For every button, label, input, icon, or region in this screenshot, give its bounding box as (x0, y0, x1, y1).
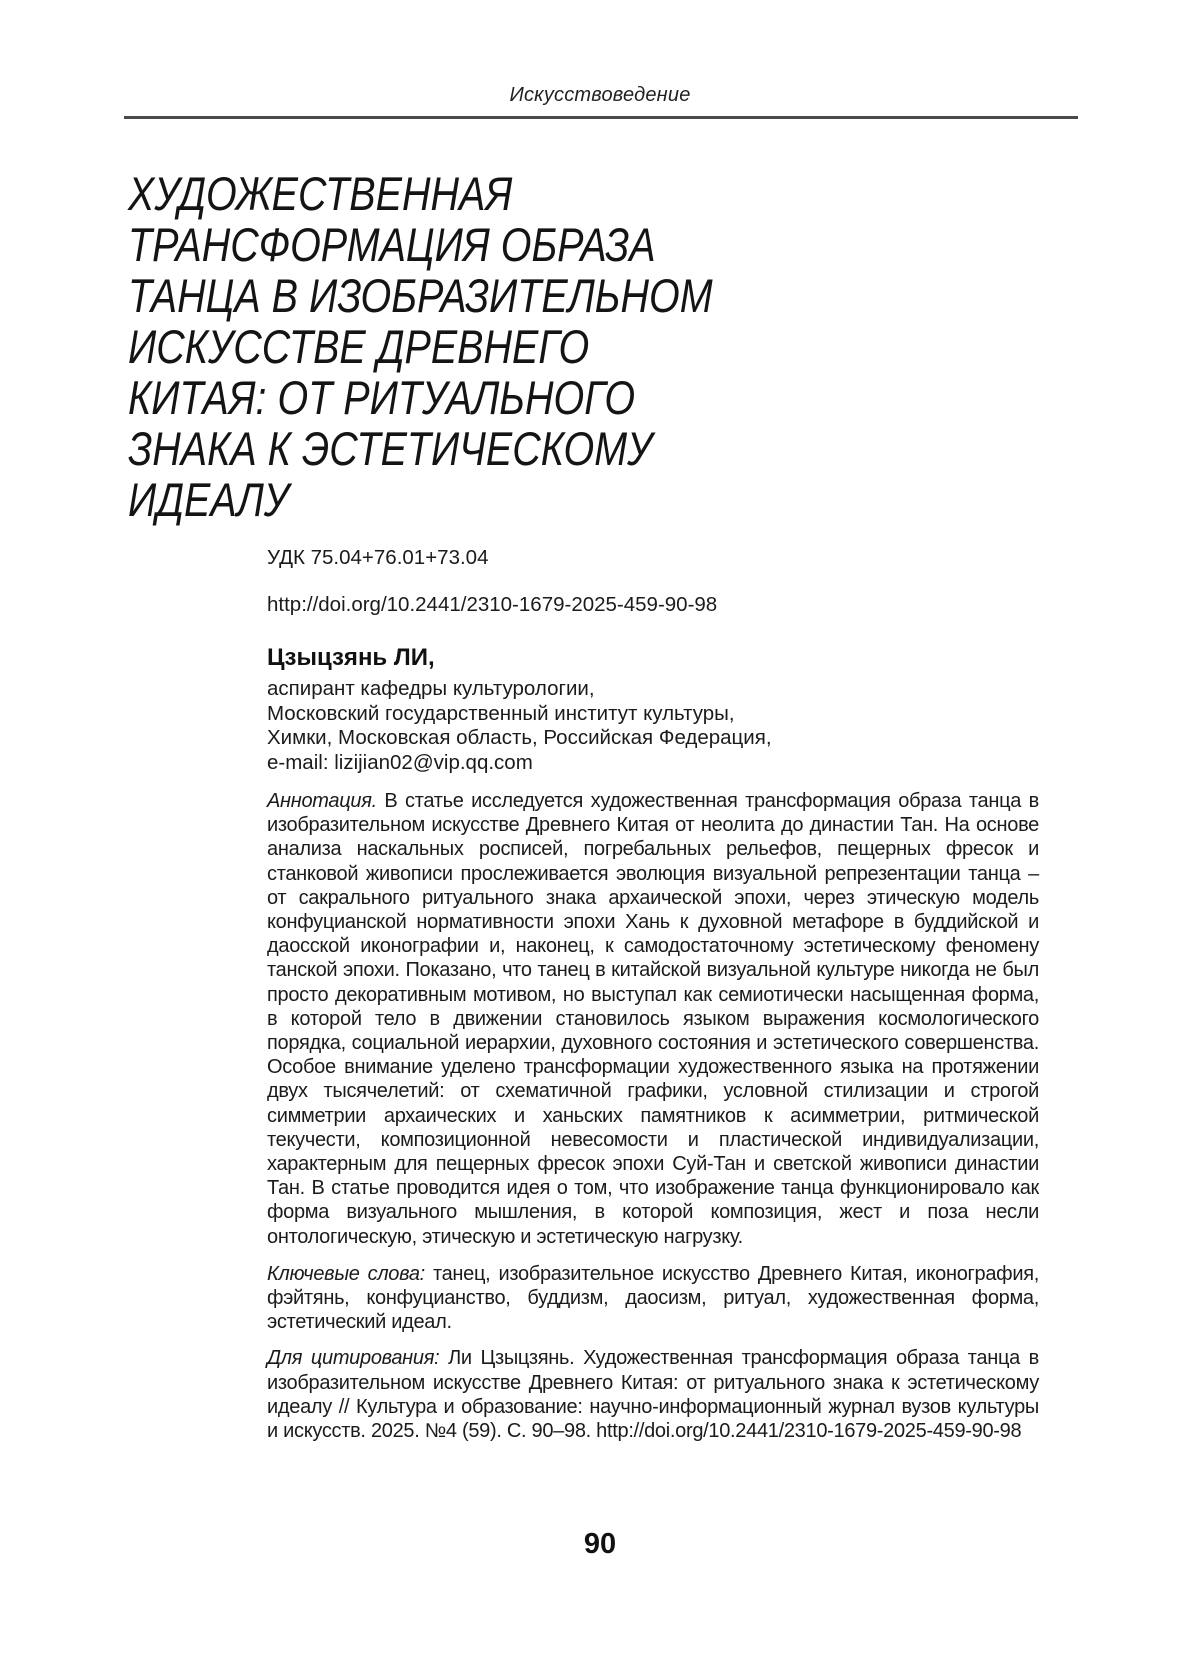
author-name: Цзыцзянь ЛИ, (267, 644, 435, 671)
keywords-label: Ключевые слова: (267, 1262, 425, 1285)
article-title-line: КИТАЯ: ОТ РИТУАЛЬНОГО (128, 371, 636, 424)
abstract-label: Аннотация. (267, 790, 377, 812)
abstract-text: В статье исследуется художественная трансформация образа танца в изобразительном искусстве Древнего Китая от неолита до династии Тан. На основе анализа наскальных росписей, погребальных рельефов, пещерных фресок и станковой живописи прослеживается эволюция визуальной репрезентации танца – от сакрального ритуального знака архаической эпохи, через этическую модель конфуцианской нормативности эпохи Хань к духовной метафоре в буддийской и даосской иконографии и, наконец, к самодостаточному эстетическому феномену танской эпохи. Показано, что танец в китайской визуальной культуре никогда не был просто декоративным мотивом, но выступал как семиотически насыщенная форма, в которой тело в движении становилось языком выражения космологического порядка, социальной иерархии, духовного состояния и эстетического совершенства. Особое внимание уделено трансформации художественного языка на протяжении двух тысячелетий: от схематичной графики, условной стилизации и строгой симметрии архаических и ханьских памятников к асимметрии, ритмической текучести, композиционной невесомости и пластической индивидуализации, характерным для пещерных фресок эпохи Суй-Тан и светской живописи династии Тан. В статье проводится идея о том, что изображение танца функционировало как форма визуального мышления, в которой композиция, жест и поза несли онтологическую, этическую и эстетическую нагрузку. (267, 790, 1039, 1248)
article-title-line: ИДЕАЛУ (128, 473, 290, 526)
author-affiliation-line: Химки, Московская область, Российская Федерация, (267, 726, 772, 749)
keywords-text: танец, изобразительное искусство Древнего Китая, иконография, фэйтянь, конфуцианство, буддизм, даосизм, ритуал, художественная форма, эстетический идеал. (267, 1262, 1039, 1334)
author-affiliation-line: Московский государственный институт культуры, (267, 701, 735, 725)
article-title (128, 168, 713, 525)
udc-number: УДК 75.04+76.01+73.04 (267, 546, 489, 569)
article-meta-column (267, 546, 1039, 1443)
abstract-paragraph (267, 789, 1039, 1249)
doi-text: http://doi.org/10.2441/2310-1679-2025-459-90-98 (267, 593, 718, 616)
author-email-line: e-mail: lizijian02@vip.qq.com (267, 750, 533, 774)
section-heading: Искусствоведение (509, 84, 691, 106)
citation-paragraph (267, 1346, 1039, 1443)
citation-text: Ли Цзыцзянь. Художественная трансформация образа танца в изобразительном искусстве Древнего Китая: от ритуального знака к эстетическому идеалу // Культура и образование: научно-информационный журнал вузов культуры и искусств. 2025. №4 (59). С. 90–98. http://doi.org/10.2441/2310-1679-2025-459-90-98 (267, 1347, 1039, 1443)
article-title-line: ХУДОЖЕСТВЕННАЯ (128, 167, 513, 220)
article-title-line: ТРАНСФОРМАЦИЯ ОБРАЗА (128, 218, 656, 271)
article-title-line: ИСКУССТВЕ ДРЕВНЕГО (128, 320, 590, 373)
article-title-line: ТАНЦА В ИЗОБРАЗИТЕЛЬНОМ (128, 269, 713, 322)
author-block (267, 643, 1039, 775)
keywords-paragraph (267, 1262, 1039, 1335)
header-divider (124, 116, 1078, 119)
article-title-line: ЗНАКА К ЭСТЕТИЧЕСКОМУ (128, 422, 653, 475)
author-affiliation-line: аспирант кафедры культурологии, (267, 677, 595, 700)
citation-label: Для цитирования: (267, 1347, 440, 1370)
page-number: 90 (583, 1528, 617, 1560)
